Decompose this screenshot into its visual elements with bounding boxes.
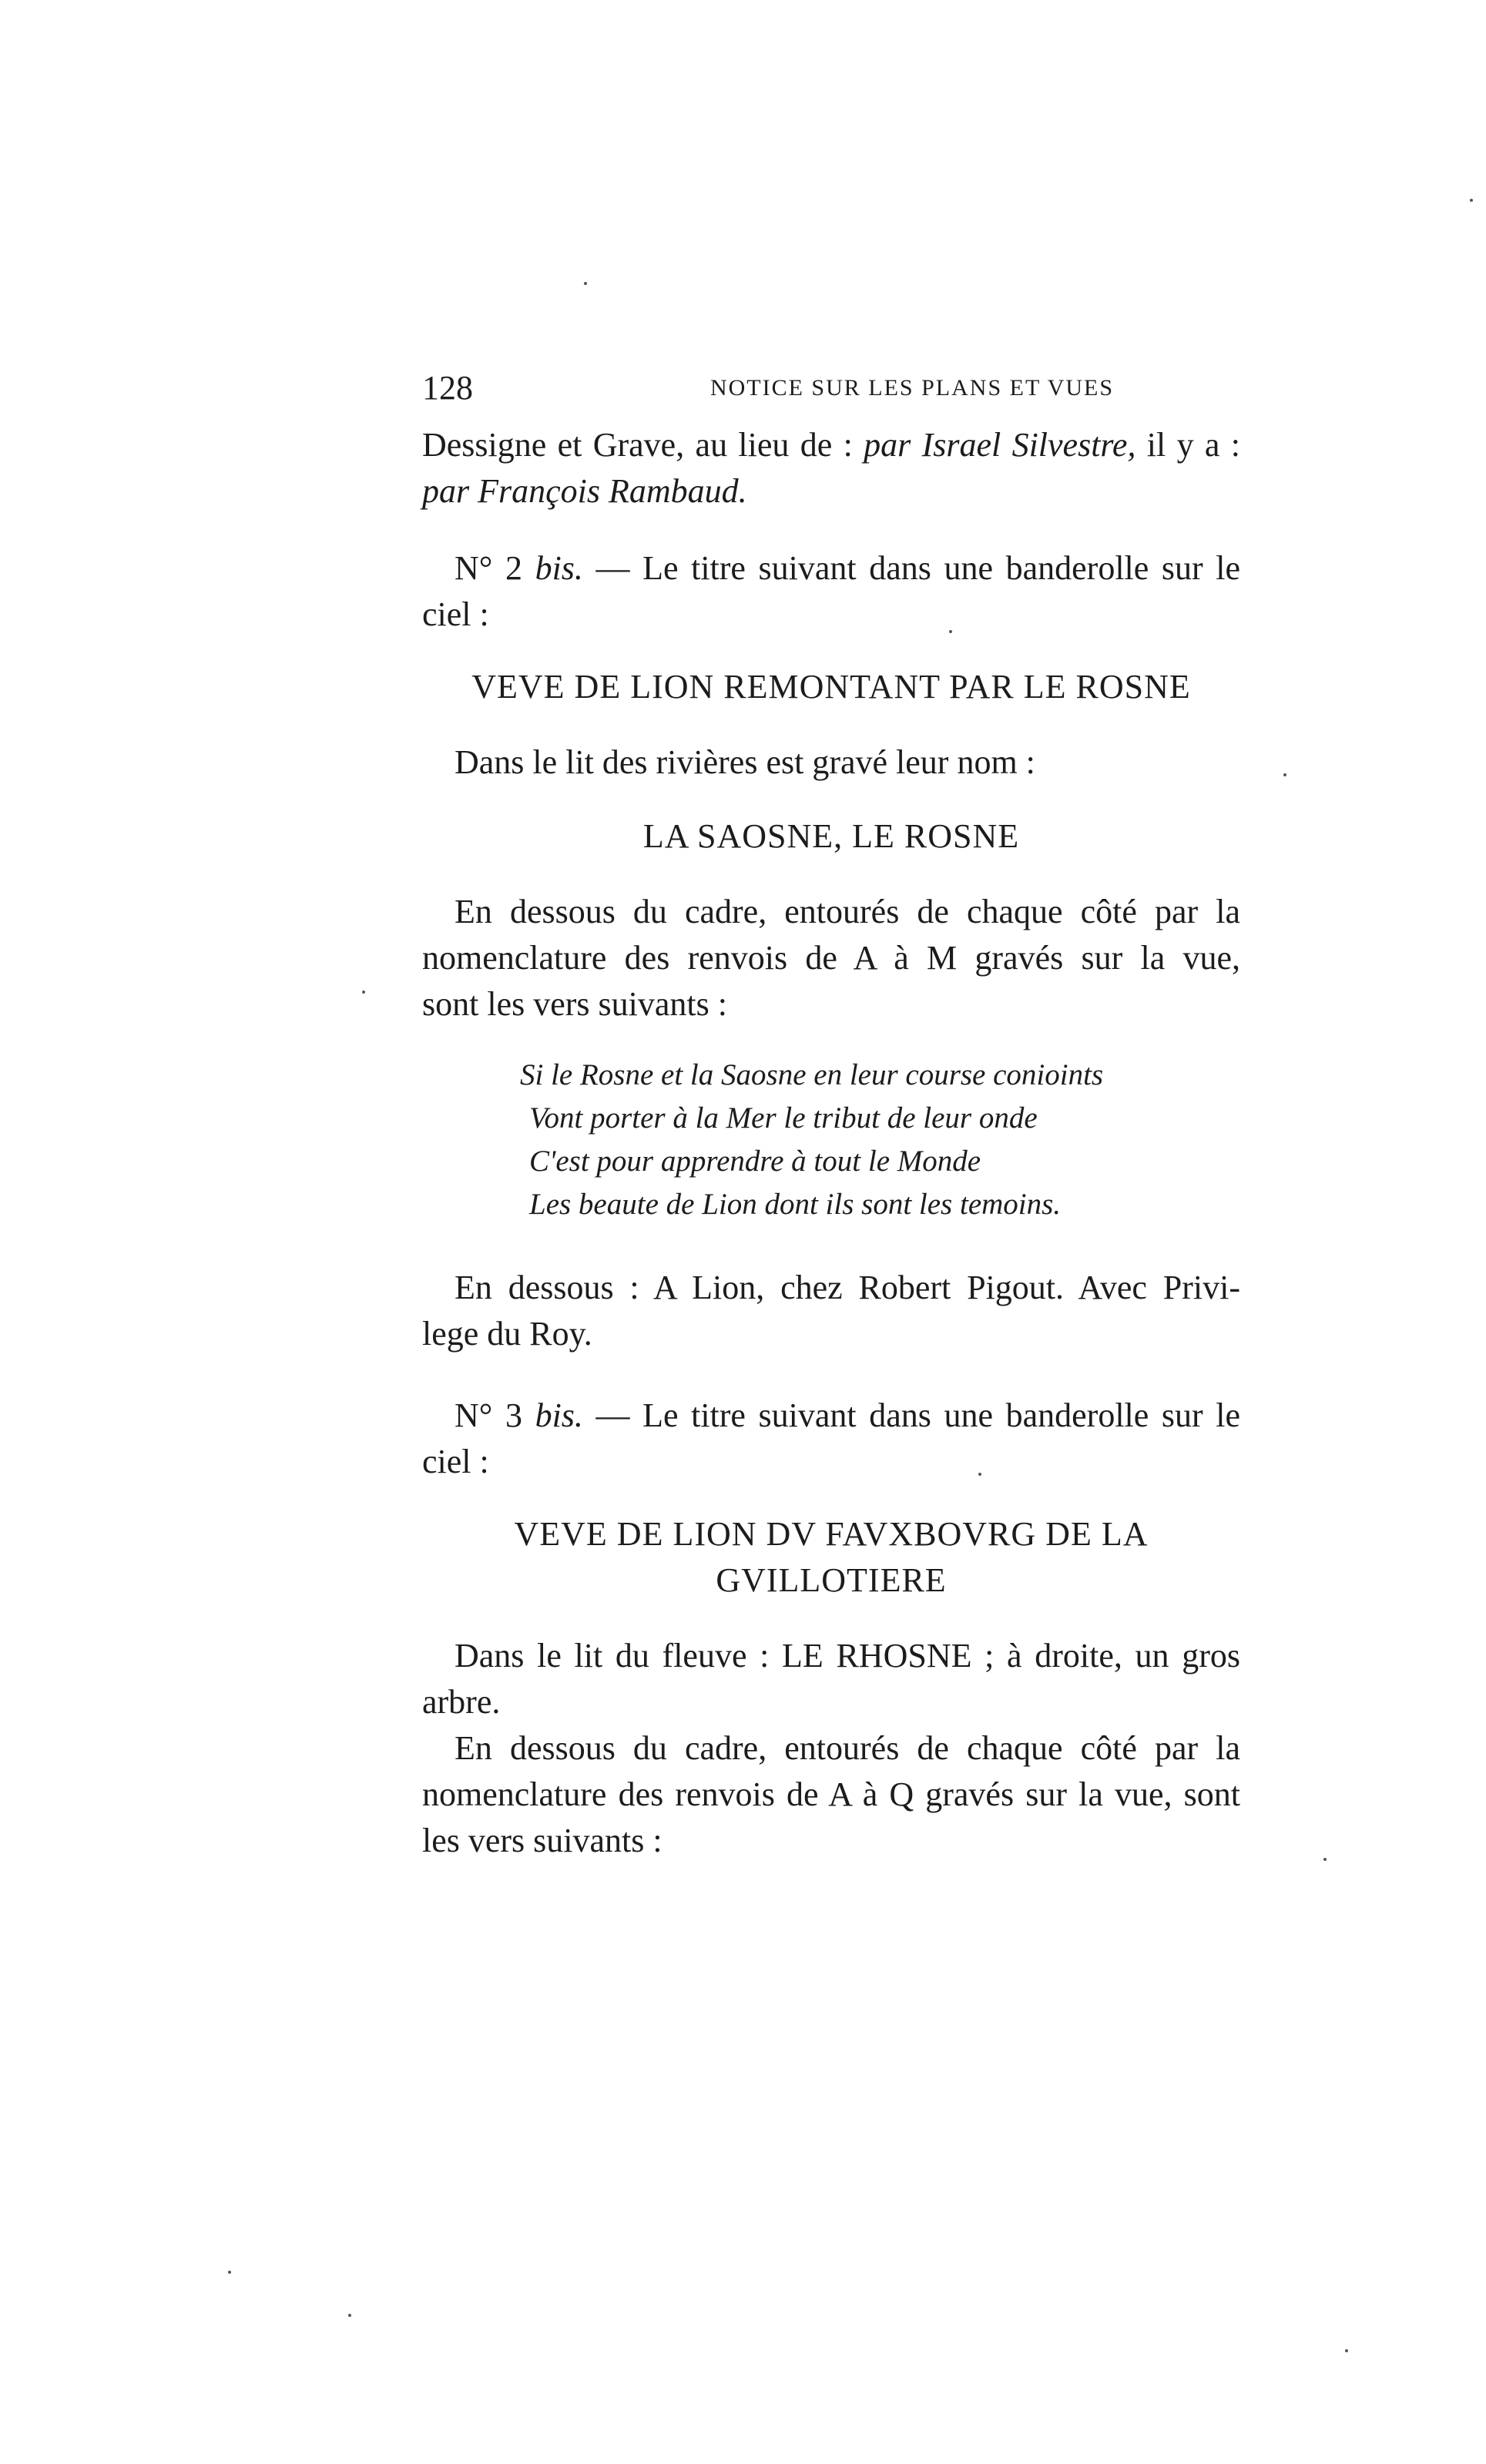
body-line: En dessous : A Lion, chez Robert Pigout. Avec Privi-	[455, 1269, 1240, 1306]
paper-speck	[1345, 2349, 1348, 2352]
engraved-title: VEVE DE LION REMONTANT PAR LE ROSNE	[471, 668, 1191, 706]
paper-speck	[584, 282, 587, 285]
body-line	[422, 422, 1240, 468]
body-line: Dans le lit des rivières est gravé leur nom :	[455, 743, 1035, 781]
verse-line: Vont porter à la Mer le tribut de leur onde	[529, 1101, 1038, 1135]
paper-speck	[1323, 1858, 1327, 1861]
body-line: ciel :	[422, 1443, 489, 1480]
italic-span: bis.	[535, 1396, 583, 1434]
running-head	[422, 365, 1240, 411]
body-line: En dessous du cadre, entourés de chaque côté par la	[455, 1729, 1240, 1767]
body-line: nomenclature des renvois de A à Q gravés sur la vue, sont	[422, 1775, 1240, 1813]
running-title: NOTICE SUR LES PLANS ET VUES	[709, 375, 1115, 401]
paper-speck	[1470, 199, 1473, 202]
body-line: ciel :	[422, 595, 489, 633]
body-line: En dessous du cadre, entourés de chaque côté par la	[455, 893, 1240, 930]
paper-speck	[1283, 773, 1286, 776]
paper-speck	[228, 2271, 231, 2274]
italic-span: par François Rambaud.	[422, 472, 747, 510]
text-span: il y a :	[1135, 426, 1241, 464]
river-names: LA SAOSNE, LE ROSNE	[642, 817, 1020, 855]
entry-number: N° 2	[455, 549, 535, 587]
text-span: Dessigne et Grave, au lieu de :	[422, 426, 864, 464]
paper-speck	[949, 630, 952, 633]
engraved-title: VEVE DE LION DV FAVXBOVRG DE LA	[514, 1515, 1149, 1553]
text-span: — Le titre suivant dans une banderolle sur le	[582, 549, 1241, 587]
verse-line: Les beaute de Lion dont ils sont les temoins.	[529, 1188, 1062, 1221]
paper-speck	[978, 1473, 981, 1476]
body-line: nomenclature des renvois de A à M gravés sur la vue,	[422, 939, 1240, 977]
italic-span: par Israel Silvestre,	[864, 426, 1136, 464]
body-line: arbre.	[422, 1683, 501, 1721]
body-line	[422, 468, 1240, 515]
page-number: 128	[422, 369, 473, 407]
body-line: sont les vers suivants :	[422, 985, 727, 1023]
paper-speck	[348, 2314, 351, 2317]
paper-speck	[362, 991, 365, 994]
verse-line: C'est pour apprendre à tout le Monde	[529, 1145, 981, 1178]
entry-no3-heading	[455, 1393, 1240, 1439]
body-line: les vers suivants :	[422, 1822, 662, 1859]
entry-no2-heading	[455, 545, 1240, 592]
entry-number: N° 3	[455, 1396, 535, 1434]
text-span: — Le titre suivant dans une banderolle sur le	[582, 1396, 1241, 1434]
engraved-title: GVILLOTIERE	[716, 1561, 947, 1599]
verse-line: Si le Rosne et la Saosne en leur course conioints	[520, 1058, 1104, 1091]
italic-span: bis.	[535, 549, 583, 587]
body-line: lege du Roy.	[422, 1315, 592, 1353]
body-line: Dans le lit du fleuve : LE RHOSNE ; à droite, un gros	[455, 1637, 1240, 1675]
